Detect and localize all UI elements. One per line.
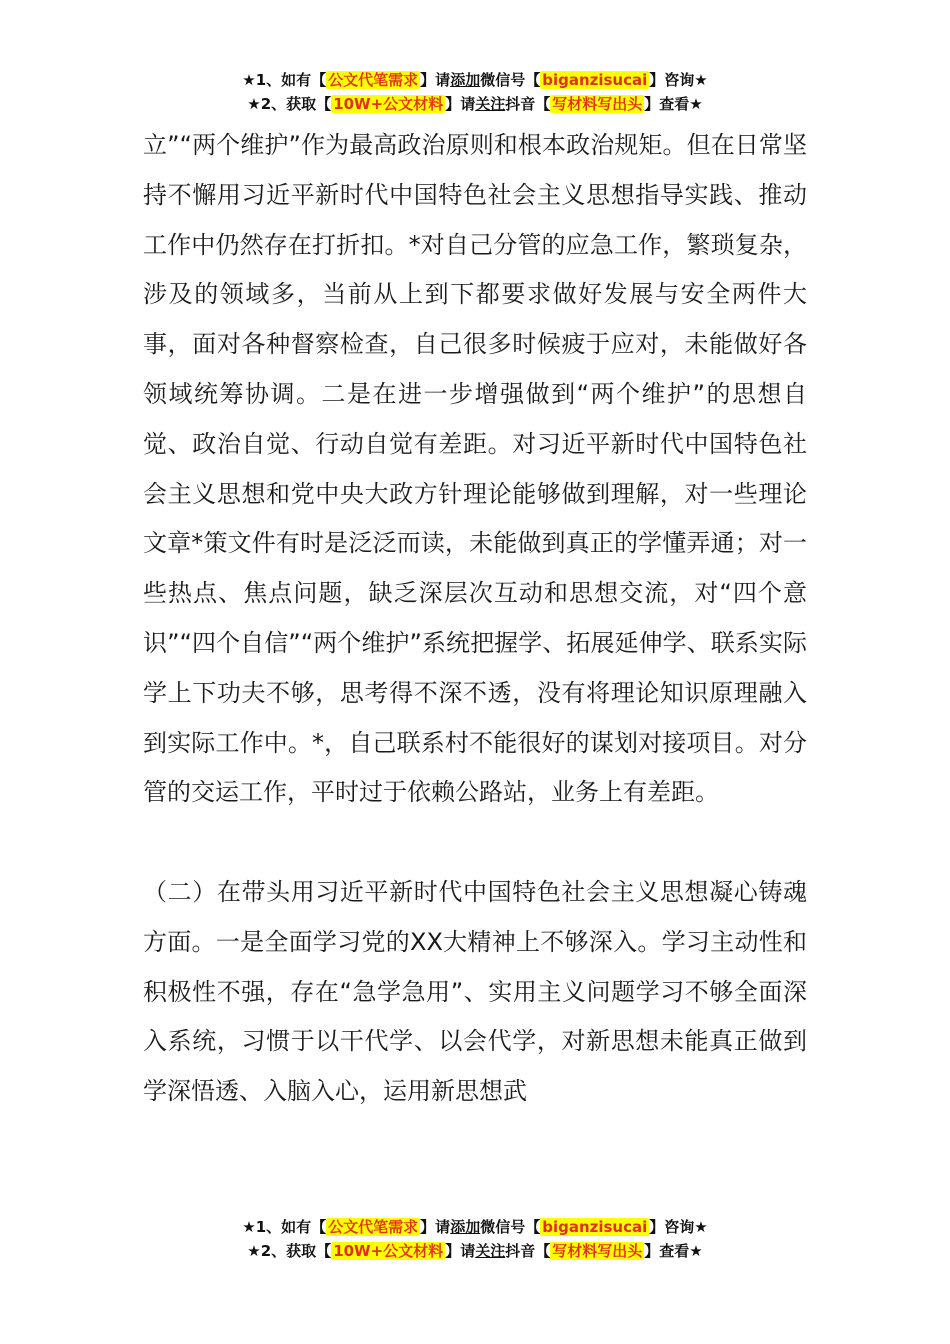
paragraph-2: （二）在带头用习近平新时代中国特色社会主义思想凝心铸魂方面。一是全面学习党的XX大精神上不够深入。学习主动性和积极性不强，存在“急学急用”、实用主义问题学习不够全面深入系统，习惯于以干代学、以会代学，对新思想未能真正做到学深悟透、入脑入心，运用新思想武 — [143, 877, 807, 1106]
highlight-douyin: 写材料写出头 — [552, 1242, 643, 1260]
highlight-wechat-id: biganzisucai — [542, 71, 648, 89]
footer-banner — [0, 1215, 950, 1263]
highlight-douyin: 写材料写出头 — [552, 95, 643, 113]
banner-line-1: ★1、如有【 公文代笔需求 】请添加微信号【 biganzisucai 】咨询★ — [242, 1218, 708, 1236]
paragraph-1: 立”“两个维护”作为最高政治原则和根本政治规矩。但在日常坚持不懈用习近平新时代中国特色社会主义思想指导实践、推动工作中仍然存在打折扣。*对自己分管的应急工作，繁琐复杂，涉及的领域多，当前从上到下都要求做好发展与安全两件大事，面对各种督察检查，自己很多时候疲于应对，未能做好各领域统筹协调。二是在进一步增强做到“两个维护”的思想自觉、政治自觉、行动自觉有差距。对习近平新时代中国特色社会主义思想和党中央大政方针理论能够做到理解，对一些理论文章*策文件有时是泛泛而读，未能做到真正的学懂弄通；对一些热点、焦点问题，缺乏深层次互动和思想交流，对“四个意识”“四个自信”“两个维护”系统把握学、拓展延伸学、联系实际学上下功夫不够，思考得不深不透，没有将理论知识原理融入到实际工作中。*，自己联系村不能很好的谋划对接项目。对分管的交运工作，平时过于依赖公路站，业务上有差距。 — [143, 131, 807, 807]
banner-line-1: ★1、如有【 公文代笔需求 】请添加微信号【 biganzisucai 】咨询★ — [242, 71, 708, 89]
banner-line-2: ★2、获取【 10W+公文材料 】请关注抖音【 写材料写出头 】查看★ — [247, 95, 703, 113]
highlight-service: 公文代笔需求 — [328, 71, 419, 89]
highlight-wechat-id: biganzisucai — [542, 1218, 648, 1236]
highlight-service: 公文代笔需求 — [328, 1218, 419, 1236]
document-body — [143, 121, 807, 1117]
banner-line-2: ★2、获取【 10W+公文材料 】请关注抖音【 写材料写出头 】查看★ — [247, 1242, 703, 1260]
highlight-materials: 10W+公文材料 — [333, 1242, 444, 1260]
header-banner — [0, 68, 950, 116]
highlight-materials: 10W+公文材料 — [333, 95, 444, 113]
